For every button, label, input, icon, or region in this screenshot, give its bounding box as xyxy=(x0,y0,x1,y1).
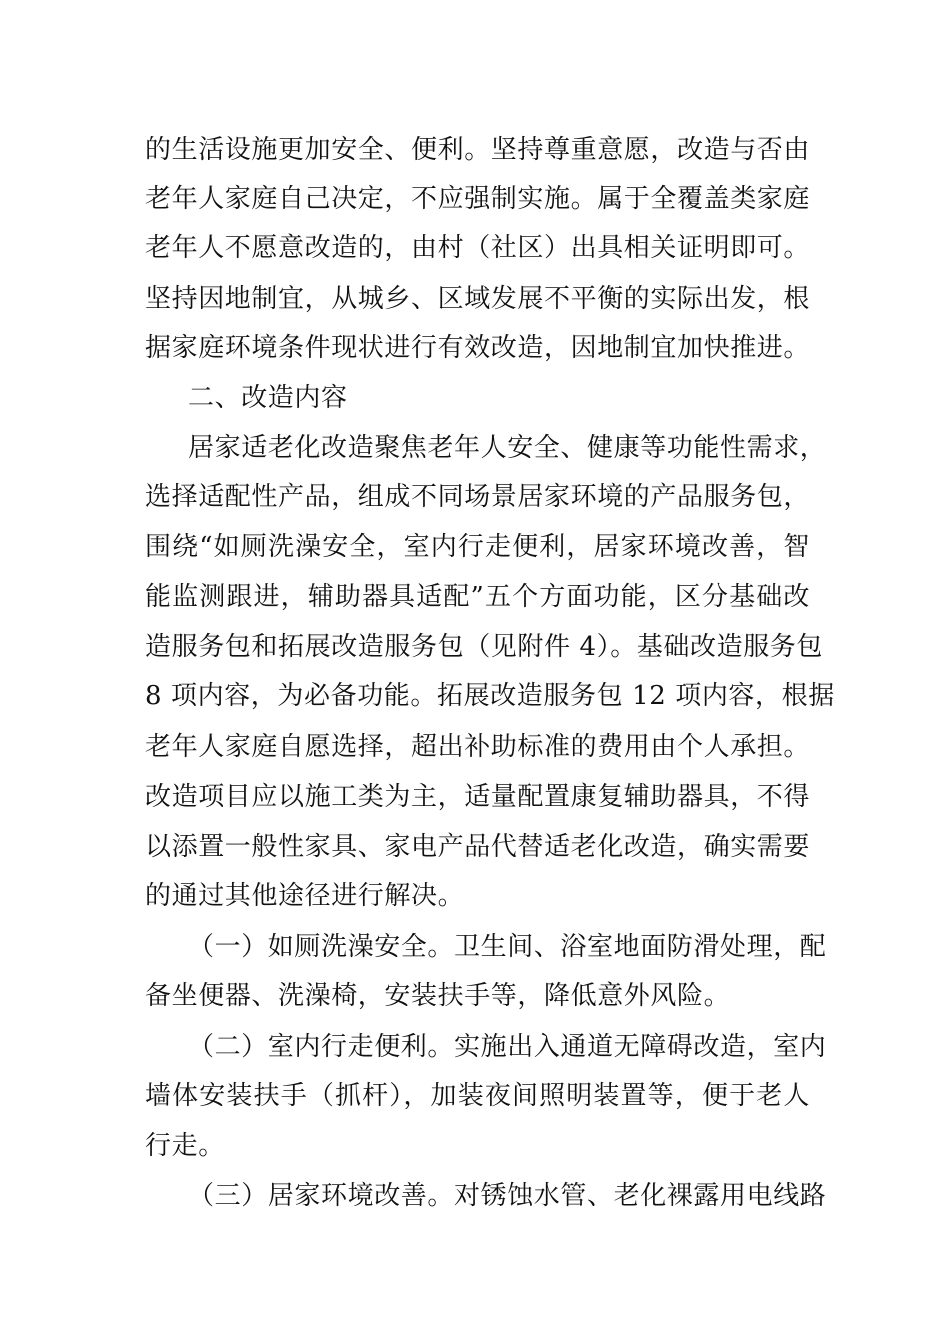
body-text-line: 坚持因地制宜，从城乡、区域发展不平衡的实际出发，根 xyxy=(145,284,811,314)
body-text-line: 选择适配性产品，组成不同场景居家环境的产品服务包， xyxy=(145,482,811,512)
list-item-line: （一）如厕洗澡安全。卫生间、浴室地面防滑处理，配 xyxy=(188,932,827,962)
body-text-line: 居家适老化改造聚焦老年人安全、健康等功能性需求， xyxy=(188,433,827,463)
body-text-line: 老年人家庭自己决定，不应强制实施。属于全覆盖类家庭 xyxy=(145,184,811,214)
body-text-line: 的通过其他途径进行解决。 xyxy=(145,881,465,911)
body-text-line: 能监测跟进，辅助器具适配”五个方面功能，区分基础改 xyxy=(145,582,810,612)
body-text-line: 围绕“如厕洗澡安全，室内行走便利，居家环境改善，智 xyxy=(145,532,810,562)
body-text-line: 墙体安装扶手（抓杆），加装夜间照明装置等，便于老人 xyxy=(145,1081,810,1111)
body-text-line: 造服务包和拓展改造服务包（见附件 4）。基础改造服务包 xyxy=(145,632,824,662)
body-text-line: 以添置一般性家具、家电产品代替适老化改造，确实需要 xyxy=(145,832,811,862)
body-text-line: 的生活设施更加安全、便利。坚持尊重意愿，改造与否由 xyxy=(145,135,811,165)
body-text-line: 老年人不愿意改造的，由村（社区）出具相关证明即可。 xyxy=(145,233,811,263)
body-text-line: 行走。 xyxy=(145,1131,225,1161)
body-text-line: 8 项内容，为必备功能。拓展改造服务包 12 项内容，根据 xyxy=(145,681,835,711)
body-text-line: 改造项目应以施工类为主，适量配置康复辅助器具，不得 xyxy=(145,782,811,812)
list-item-line: （二）室内行走便利。实施出入通道无障碍改造，室内 xyxy=(188,1032,827,1062)
list-item-line: （三）居家环境改善。对锈蚀水管、老化裸露用电线路 xyxy=(188,1181,827,1211)
body-text-line: 备坐便器、洗澡椅，安装扶手等，降低意外风险。 xyxy=(145,981,731,1011)
section-heading: 二、改造内容 xyxy=(188,383,348,413)
body-text-line: 老年人家庭自愿选择，超出补助标准的费用由个人承担。 xyxy=(145,732,811,762)
body-text-line: 据家庭环境条件现状进行有效改造，因地制宜加快推进。 xyxy=(145,333,811,363)
